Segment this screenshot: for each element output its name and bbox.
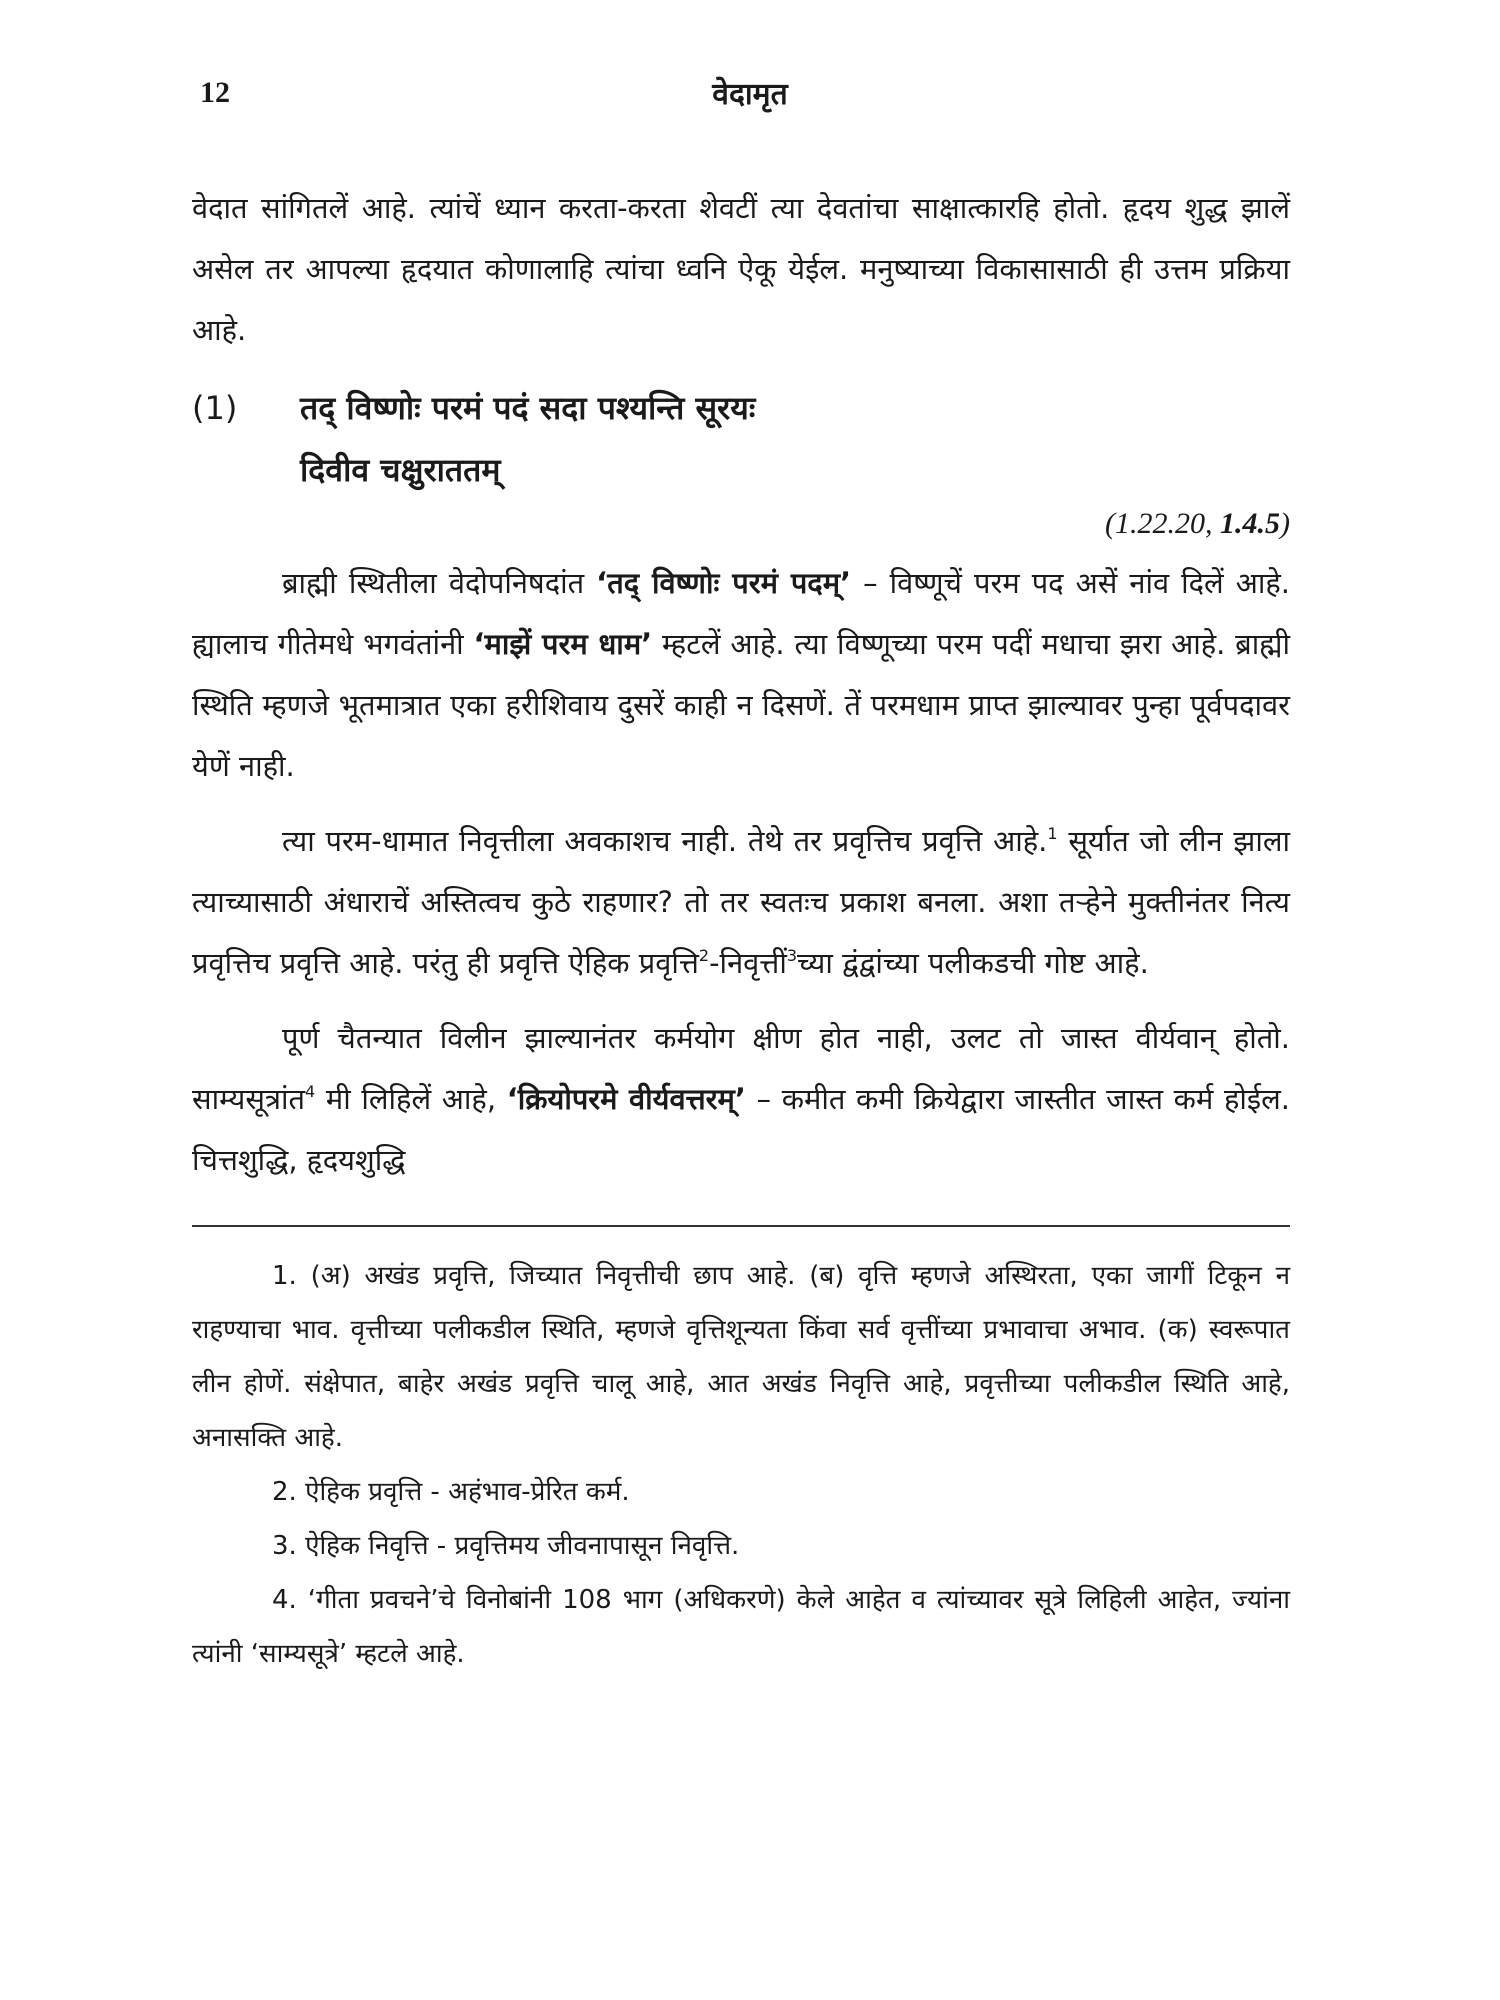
paragraph-4-text-1: पूर्ण चैतन्यात विलीन झाल्यानंतर कर्मयोग क्षीण होत नाही, उलट तो जास्त वीर्यवान् होतो. साम्यसूत्रांत <box>192 1021 1290 1116</box>
paragraph-1: वेदात सांगितलें आहे. त्यांचें ध्यान करता-करता शेवटीं त्या देवतांचा साक्षात्कारहि होतो. हृदय शुद्ध झालें असेल तर आपल्या हृदयात कोणालाहि त्यांचा ध्वनि ऐकू येईल. मनुष्याच्या विकासासाठी ही उत्तम प्रक्रिया आहे. <box>192 191 1290 347</box>
verse-reference-bold: 1.4.5 <box>1220 507 1280 540</box>
page-number: 12 <box>200 76 230 109</box>
verse-block <box>192 377 1290 501</box>
footnote-ref-1: 1 <box>1047 824 1058 843</box>
footnote-1: 1. (अ) अखंड प्रवृत्ति, जिच्यात निवृत्तीची छाप आहे. (ब) वृत्ति म्हणजे अस्थिरता, एका जागीं टिकून न राहण्याचा भाव. वृत्तीच्या पलीकडील स्थिति, म्हणजे वृत्तिशून्यता किंवा सर्व वृत्तींच्या प्रभावाचा अभाव. (क) स्वरूपात लीन होणें. संक्षेपात, बाहेर अखंड प्रवृत्ति चालू आहे, आत अखंड निवृत्ति आहे, प्रवृत्तीच्या पलीकडील स्थिति आहे, अनासक्ति आहे. <box>192 1261 1290 1453</box>
footnote-ref-4: 4 <box>305 1082 316 1101</box>
running-title: वेदामृत <box>712 77 788 112</box>
paragraph-3-text-3: -निवृत्तीं <box>709 946 787 980</box>
paragraph-4 <box>192 1008 1290 1191</box>
paragraph-2-quote-1: ‘तद् विष्णोः परमं पदम्’ <box>596 566 852 600</box>
paragraph-2 <box>192 553 1290 797</box>
paragraph-2-quote-2: ‘माझें परम धाम’ <box>473 627 653 661</box>
verse-reference-close: ) <box>1280 507 1290 540</box>
paragraph-3-text-4: च्या द्वंद्वांच्या पलीकडची गोष्ट आहे. <box>797 946 1149 980</box>
footnote-divider <box>192 1225 1290 1227</box>
paragraph-4-text-3: – कमीत कमी क्रियेद्वारा जास्तीत जास्त कर्म होईल. चित्तशुद्धि, हृदयशुद्धि <box>192 1082 1290 1177</box>
paragraph-4-text-2: मी लिहिलें आहे, <box>315 1082 507 1116</box>
paragraph-3 <box>192 811 1290 994</box>
paragraph-3-text-1: त्या परम-धामात निवृत्तीला अवकाशच नाही. तेथे तर प्रवृत्तिच प्रवृत्ति आहे. <box>282 824 1048 858</box>
footnotes <box>192 1249 1290 1681</box>
footnote-ref-3: 3 <box>786 946 798 965</box>
footnote-2: 2. ऐहिक प्रवृत्ति - अहंभाव-प्रेरित कर्म. <box>272 1477 630 1507</box>
page-body <box>192 178 1290 1681</box>
footnote-3: 3. ऐहिक निवृत्ति - प्रवृत्तिमय जीवनापासून निवृत्ति. <box>272 1531 740 1561</box>
verse-line-2: दिवीव चक्षुराततम् <box>300 451 501 489</box>
verse-number: (1) <box>192 389 238 427</box>
verse-reference <box>192 507 1290 541</box>
footnote-4: 4. ‘गीता प्रवचने’चे विनोबांनी 108 भाग (अधिकरणे) केले आहेत व त्यांच्यावर सूत्रे लिहिली आहेत, ज्यांना त्यांनी ‘साम्यसूत्रे’ म्हटले आहे. <box>192 1585 1290 1669</box>
paragraph-2-text-2: – विष्णूचें परम पद असें नांव दिलें आहे. ह्यालाच गीतेमधे भगवंतांनी <box>192 566 1291 661</box>
verse-reference-open: (1.22.20, <box>1105 507 1220 540</box>
paragraph-3-text-2: सूर्यात जो लीन झाला त्याच्यासाठी अंधाराचें अस्तित्वच कुठे राहणार? तो तर स्वतःच प्रकाश बनला. अशा तऱ्हेने मुक्तीनंतर नित्य प्रवृत्तिच प्रवृत्ति आहे. परंतु ही प्रवृत्ति ऐहिक प्रवृत्ति <box>192 824 1290 980</box>
footnote-ref-2: 2 <box>698 946 710 965</box>
paragraph-2-text-3: म्हटलें आहे. त्या विष्णूच्या परम पदीं मधाचा झरा आहे. ब्राह्मी स्थिति म्हणजे भूतमात्रात एका हरीशिवाय दुसरें काही न दिसणें. तें परमधाम प्राप्त झाल्यावर पुन्हा पूर्वपदावर येणें नाही. <box>192 627 1290 783</box>
paragraph-4-quote: ‘क्रियोपरमे वीर्यवत्तरम्’ <box>506 1082 746 1116</box>
verse-line-1-row <box>192 377 1290 439</box>
paragraph-2-text-1: ब्राह्मी स्थितीला वेदोपनिषदांत <box>282 566 597 600</box>
verse-line-1: तद् विष्णोः परमं पदं सदा पश्यन्ति सूरयः <box>300 389 756 427</box>
